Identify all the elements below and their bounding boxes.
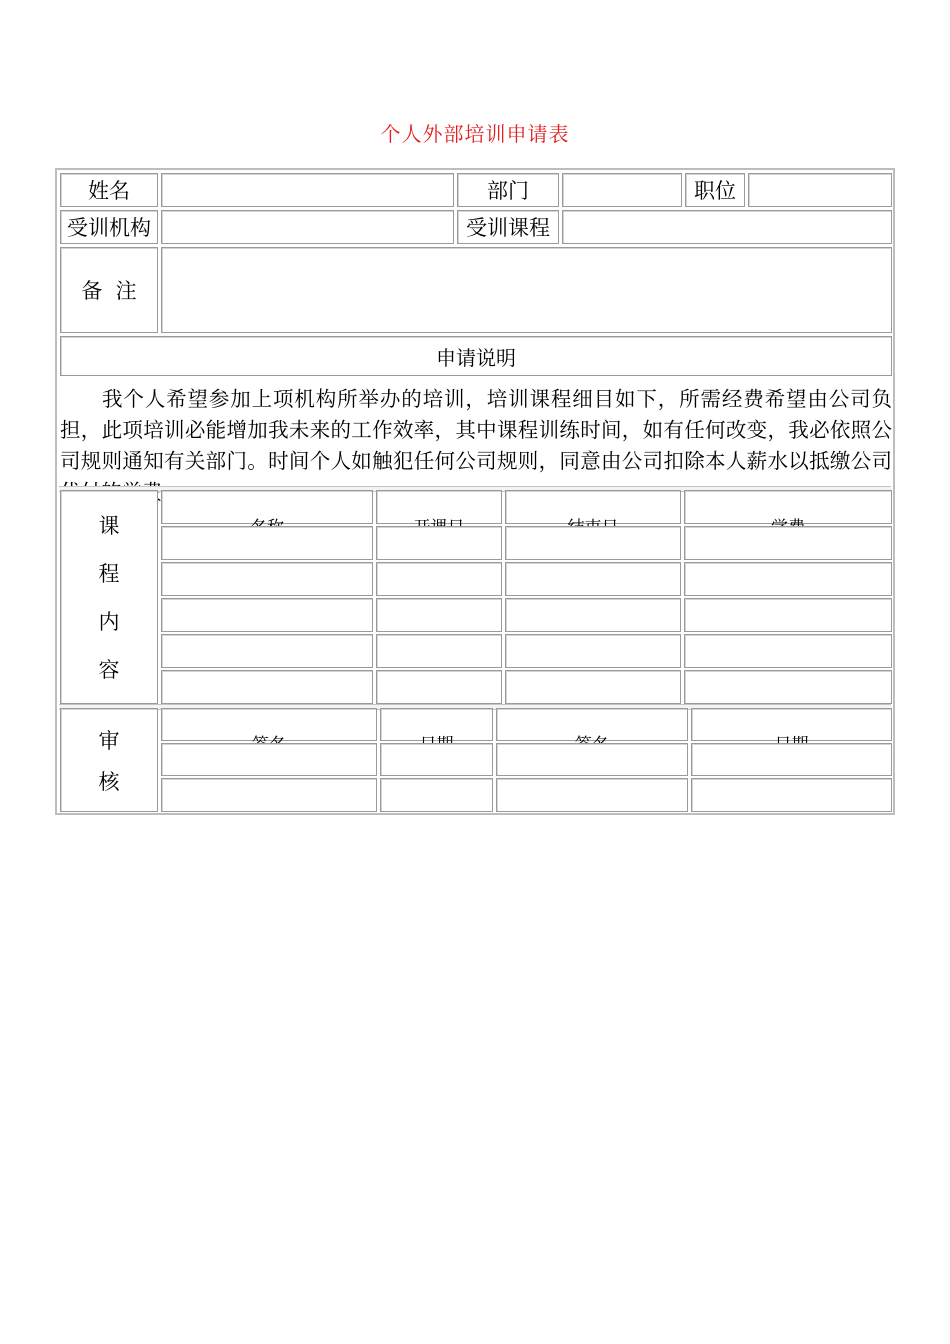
review-cell[interactable] xyxy=(380,778,493,812)
institution-label: 受训机构 xyxy=(60,210,158,244)
course-cell[interactable] xyxy=(684,526,892,560)
course-field[interactable] xyxy=(562,210,892,244)
name-field[interactable] xyxy=(161,173,454,207)
review-col-sign xyxy=(161,708,377,741)
review-cell[interactable] xyxy=(380,743,493,776)
course-cell[interactable] xyxy=(684,598,892,632)
course-col-fee xyxy=(684,490,892,524)
course-label-char: 课 xyxy=(98,514,120,538)
dept-label: 部门 xyxy=(457,173,559,207)
form-title: 个人外部培训申请表 xyxy=(380,122,570,146)
review-label-char: 核 xyxy=(98,769,120,794)
review-cell[interactable] xyxy=(691,778,892,812)
position-label: 职位 xyxy=(685,173,745,207)
review-label-char: 审 xyxy=(98,728,120,753)
remarks-label: 备 注 xyxy=(60,247,158,333)
review-col-date xyxy=(380,708,493,741)
course-cell[interactable] xyxy=(161,562,373,596)
review-cell[interactable] xyxy=(161,743,377,776)
review-col-date xyxy=(691,708,892,741)
course-label: 受训课程 xyxy=(457,210,559,244)
course-col-end xyxy=(505,490,681,524)
position-field[interactable] xyxy=(748,173,892,207)
review-label xyxy=(60,708,158,812)
course-cell[interactable] xyxy=(505,526,681,560)
course-cell[interactable] xyxy=(505,598,681,632)
course-col-name xyxy=(161,490,373,524)
application-heading: 申请说明 xyxy=(60,336,892,376)
course-label-char: 程 xyxy=(98,562,120,586)
review-cell[interactable] xyxy=(161,778,377,812)
course-label-char: 内 xyxy=(98,610,120,634)
application-statement: 我个人希望参加上项机构所举办的培训，培训课程细目如下，所需经费希望由公司负担，此项培训必能增加我未来的工作效率，其中课程训练时间，如有任何改变，我必依照公司规则通知有关部门。时间个人如触犯任何公司规则，同意由公司扣除本人薪水以抵缴公司 xyxy=(60,387,892,473)
course-cell[interactable] xyxy=(505,562,681,596)
dept-field[interactable] xyxy=(562,173,682,207)
course-cell[interactable] xyxy=(161,634,373,668)
review-cell[interactable] xyxy=(496,778,688,812)
course-col-start xyxy=(376,490,502,524)
remarks-field[interactable] xyxy=(161,247,892,333)
review-cell[interactable] xyxy=(496,743,688,776)
course-cell[interactable] xyxy=(376,670,502,704)
course-cell[interactable] xyxy=(684,562,892,596)
course-cell[interactable] xyxy=(505,634,681,668)
course-cell[interactable] xyxy=(161,526,373,560)
name-label: 姓名 xyxy=(60,173,158,207)
course-cell[interactable] xyxy=(161,670,373,704)
course-cell[interactable] xyxy=(684,670,892,704)
course-label-char: 容 xyxy=(98,658,120,682)
course-cell[interactable] xyxy=(684,634,892,668)
review-cell[interactable] xyxy=(691,743,892,776)
course-cell[interactable] xyxy=(505,670,681,704)
course-content-label xyxy=(60,490,158,704)
course-cell[interactable] xyxy=(376,526,502,560)
course-cell[interactable] xyxy=(376,634,502,668)
course-cell[interactable] xyxy=(376,562,502,596)
training-application-form xyxy=(55,168,895,815)
course-cell[interactable] xyxy=(376,598,502,632)
review-col-sign xyxy=(496,708,688,741)
institution-field[interactable] xyxy=(161,210,454,244)
course-cell[interactable] xyxy=(161,598,373,632)
